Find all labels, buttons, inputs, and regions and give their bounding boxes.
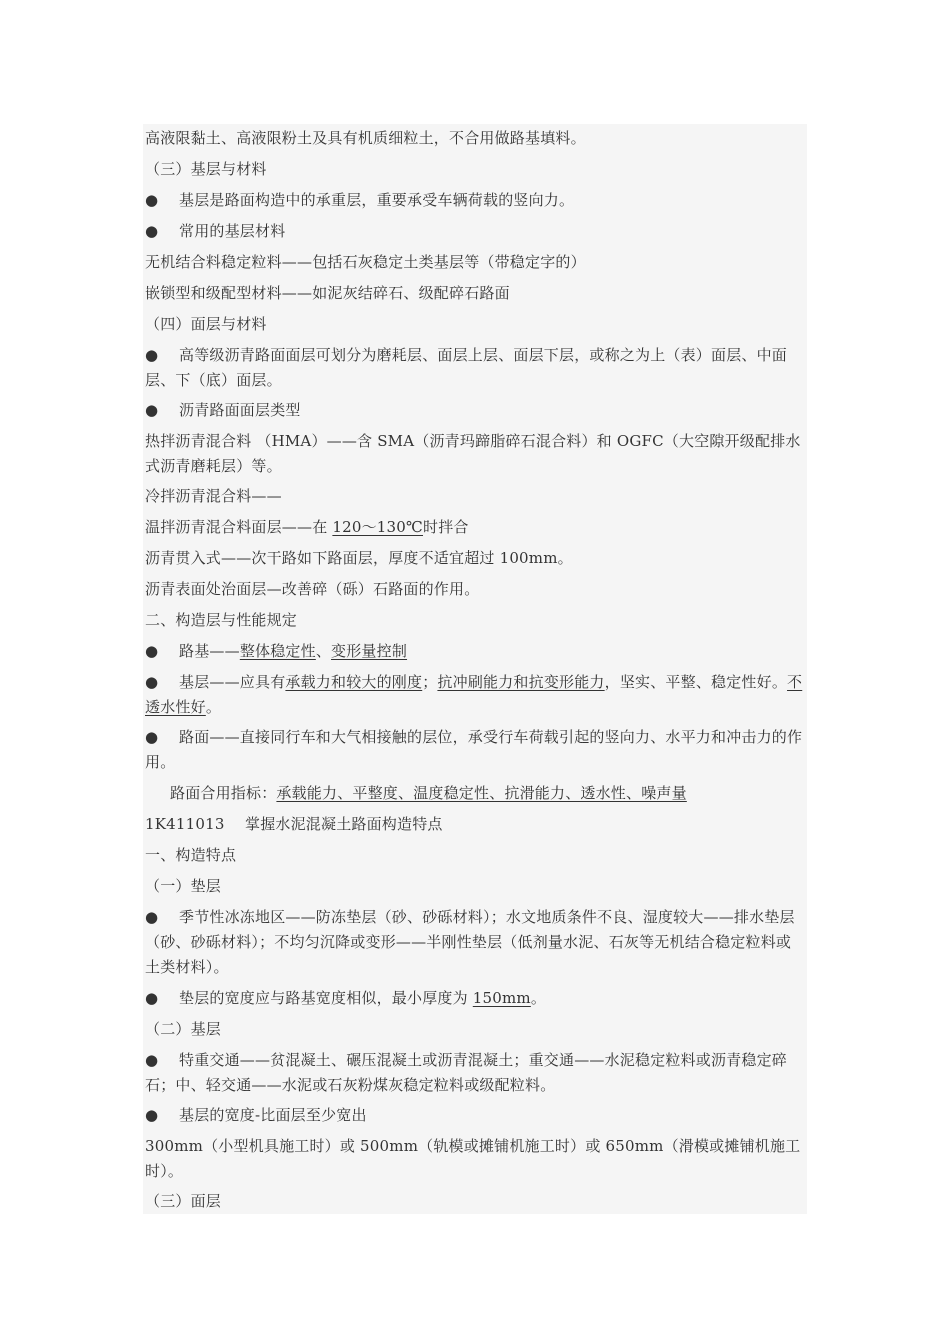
section-heading: （三）基层与材料 (145, 160, 267, 178)
text-segment: 。 (205, 698, 222, 716)
bullet-item (145, 1103, 805, 1128)
section-heading: （四）面层与材料 (145, 315, 267, 333)
paragraph: 沥青表面处治面层—改善碎（砾）石路面的作用。 (145, 580, 480, 598)
paragraph: 嵌锁型和级配型材料——如泥灰结碎石、级配碎石路面 (145, 284, 510, 302)
bullet-icon: ● (145, 673, 159, 691)
section-heading: 二、构造层与性能规定 (145, 611, 298, 629)
bullet-icon: ● (145, 1051, 159, 1069)
bullet-icon: ● (145, 401, 159, 419)
bullet-item (145, 343, 805, 393)
bullet-item (145, 398, 805, 423)
bullet-item (145, 639, 805, 664)
bullet-icon: ● (145, 908, 159, 926)
section-heading: 一、构造特点 (145, 846, 237, 864)
bullet-text: 高等级沥青路面面层可划分为磨耗层、面层上层、面层下层，或称之为上（表）面层、中面层、下（底）面层。 (145, 346, 788, 389)
bullet-item (145, 670, 805, 720)
paragraph: 热拌沥青混合料 （HMA）——含 SMA（沥青玛蹄脂碎石混合料）和 OGFC（大空隙开级配排水式沥青磨耗层）等。 (145, 432, 801, 475)
section-heading: （三）面层 (145, 1192, 222, 1210)
bullet-item (145, 986, 805, 1011)
bullet-icon: ● (145, 989, 159, 1007)
paragraph: 高液限黏土、高液限粉土及具有机质细粒土，不合用做路基填料。 (145, 129, 586, 147)
paragraph (170, 781, 805, 806)
bullet-item (145, 188, 805, 213)
text-segment: ； (422, 673, 438, 691)
document-body (143, 124, 807, 1214)
text-segment: ，坚实、平整、稳定性好。 (604, 673, 788, 691)
underlined-text: 承载力和较大的刚度 (285, 673, 423, 691)
bullet-icon: ● (145, 1106, 159, 1124)
bullet-item (145, 219, 805, 244)
bullet-item (145, 905, 805, 980)
text-segment: 、 (315, 642, 332, 660)
bullet-text: 特重交通——贫混凝土、碾压混凝土或沥青混凝土；重交通——水泥稳定粒料或沥青稳定碎石；中、轻交通——水泥或石灰粉煤灰稳定粒料或级配粒料。 (145, 1051, 788, 1094)
bullet-text: 基层是路面构造中的承重层，重要承受车辆荷载的竖向力。 (179, 191, 575, 209)
bullet-item (145, 1048, 805, 1098)
paragraph (145, 515, 805, 540)
text-segment: 垫层的宽度应与路基宽度相似，最小厚度为 (179, 989, 473, 1007)
bullet-text: 沥青路面面层类型 (179, 401, 301, 419)
bullet-icon: ● (145, 346, 159, 364)
text-segment: 。 (530, 989, 547, 1007)
bullet-text: 路面——直接同行车和大气相接触的层位，承受行车荷载引起的竖向力、水平力和冲击力的作用。 (145, 728, 803, 771)
section-heading (145, 812, 805, 837)
text-segment: 路基—— (179, 642, 240, 660)
bullet-text: 基层的宽度-比面层至少宽出 (179, 1106, 367, 1124)
underlined-text: 整体稳定性 (239, 642, 316, 660)
paragraph: 300mm（小型机具施工时）或 500mm（轨模或摊铺机施工时）或 650mm（滑模或摊铺机施工时）。 (145, 1137, 801, 1180)
paragraph: 无机结合料稳定粒料——包括石灰稳定土类基层等（带稳定字的） (145, 253, 586, 271)
text-segment: 温拌沥青混合料面层——在 (145, 518, 333, 536)
underlined-text: 150mm (472, 989, 531, 1007)
underlined-text: 抗冲刷能力和抗变形能力 (437, 673, 605, 691)
section-title: 掌握水泥混凝土路面构造特点 (245, 815, 443, 833)
bullet-text: 季节性冰冻地区——防冻垫层（砂、砂砾材料）；水文地质条件不良、湿度较大——排水垫层（砂、砂砾材料）；不均匀沉降或变形——半刚性垫层（低剂量水泥、石灰等无机结合稳定粒料或土类材料）。 (145, 908, 795, 976)
bullet-item (145, 725, 805, 775)
bullet-icon: ● (145, 222, 159, 240)
bullet-icon: ● (145, 191, 159, 209)
section-heading: （一）垫层 (145, 877, 222, 895)
paragraph: 冷拌沥青混合料—— (145, 487, 282, 505)
bullet-icon: ● (145, 642, 159, 660)
bullet-text: 常用的基层材料 (179, 222, 286, 240)
underlined-text: 承载能力、平整度、温度稳定性、抗滑能力、透水性、噪声量 (276, 784, 687, 802)
paragraph: 沥青贯入式——次干路如下路面层，厚度不适宜超过 100mm。 (145, 549, 573, 567)
section-heading: （二）基层 (145, 1020, 222, 1038)
underlined-text: 120～130℃ (332, 518, 424, 536)
text-segment: 路面合用指标： (170, 784, 277, 802)
bullet-icon: ● (145, 728, 159, 746)
section-code: 1K411013 (145, 815, 225, 833)
underlined-text: 不透水性好 (145, 673, 803, 716)
text-segment: 基层——应具有 (179, 673, 286, 691)
text-segment: 时拌合 (423, 518, 469, 536)
underlined-text: 变形量控制 (331, 642, 408, 660)
